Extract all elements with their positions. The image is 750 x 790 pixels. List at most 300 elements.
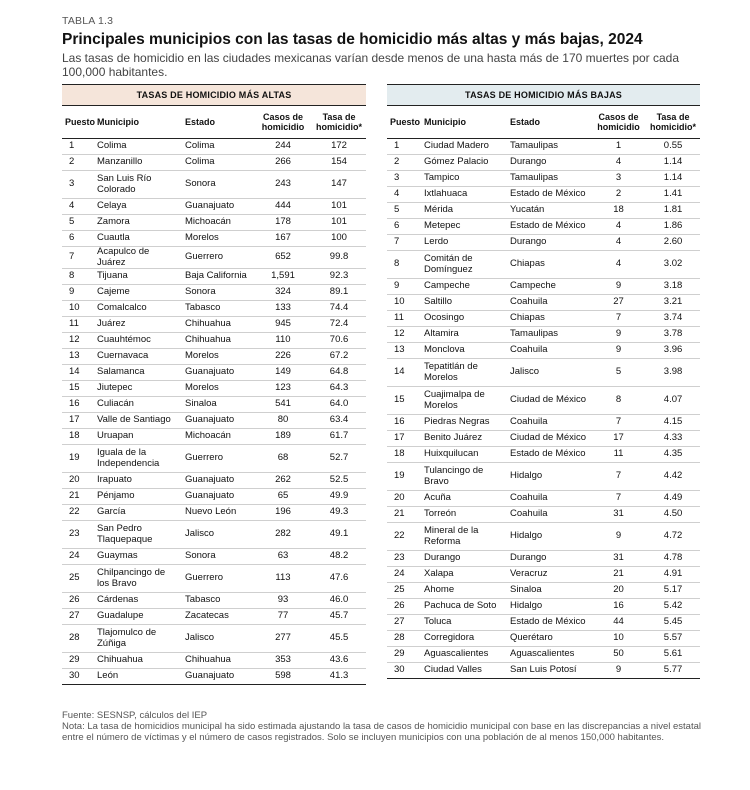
cell-estado: Hidalgo <box>507 463 591 491</box>
cell-estado: Tamaulipas <box>507 139 591 155</box>
cell-estado: Coahuila <box>507 507 591 523</box>
cell-tasa: 45.7 <box>312 609 366 625</box>
cell-municipio: Irapuato <box>94 473 182 489</box>
cell-estado: Jalisco <box>182 521 254 549</box>
cell-tasa: 64.0 <box>312 397 366 413</box>
cell-casos: 1 <box>591 139 646 155</box>
table-row <box>62 473 366 489</box>
cell-puesto: 18 <box>62 429 94 445</box>
table-row <box>387 235 700 251</box>
cell-casos: 27 <box>591 295 646 311</box>
cell-municipio: Zamora <box>94 215 182 231</box>
cell-municipio: Iguala de la Independencia <box>94 445 182 473</box>
cell-casos: 65 <box>254 489 312 505</box>
col-puesto: Puesto <box>62 106 94 139</box>
cell-estado: Zacatecas <box>182 609 254 625</box>
cell-puesto: 5 <box>387 203 421 219</box>
table-row <box>387 631 700 647</box>
cell-estado: Colima <box>182 155 254 171</box>
cell-municipio: Altamira <box>421 327 507 343</box>
cell-estado: Coahuila <box>507 343 591 359</box>
table-row <box>387 251 700 279</box>
cell-estado: Tabasco <box>182 301 254 317</box>
table-row <box>387 343 700 359</box>
cell-estado: Guanajuato <box>182 199 254 215</box>
footnotes <box>62 710 702 743</box>
cell-puesto: 28 <box>62 625 94 653</box>
cell-casos: 167 <box>254 231 312 247</box>
cell-casos: 4 <box>591 235 646 251</box>
table-row <box>62 247 366 269</box>
cell-tasa: 4.35 <box>646 447 700 463</box>
table-row <box>387 359 700 387</box>
col-municipio: Municipio <box>421 106 507 139</box>
cell-puesto: 29 <box>62 653 94 669</box>
table-row <box>62 317 366 333</box>
table-row <box>387 387 700 415</box>
highest-table-heading: TASAS DE HOMICIDIO MÁS ALTAS <box>62 85 366 106</box>
cell-municipio: Cuernavaca <box>94 349 182 365</box>
table-row <box>387 219 700 235</box>
cell-tasa: 64.3 <box>312 381 366 397</box>
cell-casos: 7 <box>591 491 646 507</box>
cell-puesto: 8 <box>62 269 94 285</box>
cell-puesto: 22 <box>62 505 94 521</box>
cell-tasa: 49.1 <box>312 521 366 549</box>
cell-casos: 123 <box>254 381 312 397</box>
cell-casos: 50 <box>591 647 646 663</box>
cell-puesto: 30 <box>62 669 94 685</box>
cell-estado: San Luis Potosí <box>507 663 591 679</box>
cell-estado: Guerrero <box>182 445 254 473</box>
cell-tasa: 4.07 <box>646 387 700 415</box>
cell-estado: Coahuila <box>507 415 591 431</box>
cell-municipio: Saltillo <box>421 295 507 311</box>
cell-casos: 244 <box>254 139 312 155</box>
cell-casos: 93 <box>254 593 312 609</box>
cell-tasa: 61.7 <box>312 429 366 445</box>
table-row <box>387 507 700 523</box>
table-row <box>387 551 700 567</box>
cell-tasa: 1.14 <box>646 171 700 187</box>
table-row <box>62 593 366 609</box>
cell-tasa: 4.49 <box>646 491 700 507</box>
table-row <box>62 625 366 653</box>
cell-casos: 7 <box>591 311 646 327</box>
cell-municipio: Pachuca de Soto <box>421 599 507 615</box>
cell-municipio: Benito Juárez <box>421 431 507 447</box>
cell-tasa: 3.98 <box>646 359 700 387</box>
cell-casos: 2 <box>591 187 646 203</box>
cell-tasa: 45.5 <box>312 625 366 653</box>
cell-puesto: 8 <box>387 251 421 279</box>
cell-estado: Estado de México <box>507 219 591 235</box>
cell-tasa: 100 <box>312 231 366 247</box>
cell-puesto: 6 <box>387 219 421 235</box>
table-row <box>62 231 366 247</box>
cell-puesto: 9 <box>387 279 421 295</box>
cell-tasa: 4.72 <box>646 523 700 551</box>
cell-tasa: 52.7 <box>312 445 366 473</box>
cell-estado: Guerrero <box>182 565 254 593</box>
cell-municipio: Chilpancingo de los Bravo <box>94 565 182 593</box>
cell-estado: Veracruz <box>507 567 591 583</box>
table-row <box>62 669 366 685</box>
table-row <box>62 445 366 473</box>
cell-casos: 444 <box>254 199 312 215</box>
cell-municipio: Cárdenas <box>94 593 182 609</box>
cell-tasa: 48.2 <box>312 549 366 565</box>
cell-estado: Querétaro <box>507 631 591 647</box>
table-row <box>62 333 366 349</box>
lowest-table-heading: TASAS DE HOMICIDIO MÁS BAJAS <box>387 85 700 106</box>
table-row <box>62 653 366 669</box>
cell-casos: 77 <box>254 609 312 625</box>
cell-estado: Michoacán <box>182 215 254 231</box>
cell-puesto: 13 <box>387 343 421 359</box>
cell-estado: Guanajuato <box>182 413 254 429</box>
cell-casos: 133 <box>254 301 312 317</box>
cell-tasa: 3.18 <box>646 279 700 295</box>
cell-puesto: 21 <box>387 507 421 523</box>
cell-casos: 598 <box>254 669 312 685</box>
cell-municipio: León <box>94 669 182 685</box>
cell-tasa: 172 <box>312 139 366 155</box>
cell-puesto: 1 <box>62 139 94 155</box>
cell-estado: Morelos <box>182 381 254 397</box>
cell-tasa: 3.02 <box>646 251 700 279</box>
cell-municipio: Metepec <box>421 219 507 235</box>
cell-municipio: Tepatitlán de Morelos <box>421 359 507 387</box>
cell-casos: 652 <box>254 247 312 269</box>
table-row <box>387 583 700 599</box>
cell-puesto: 18 <box>387 447 421 463</box>
cell-municipio: Ciudad Valles <box>421 663 507 679</box>
cell-municipio: Gómez Palacio <box>421 155 507 171</box>
cell-estado: Chihuahua <box>182 653 254 669</box>
cell-tasa: 1.81 <box>646 203 700 219</box>
cell-estado: Tabasco <box>182 593 254 609</box>
cell-casos: 9 <box>591 327 646 343</box>
cell-tasa: 64.8 <box>312 365 366 381</box>
cell-tasa: 147 <box>312 171 366 199</box>
cell-municipio: Ixtlahuaca <box>421 187 507 203</box>
cell-puesto: 15 <box>62 381 94 397</box>
cell-estado: Hidalgo <box>507 523 591 551</box>
cell-tasa: 4.91 <box>646 567 700 583</box>
cell-casos: 226 <box>254 349 312 365</box>
cell-estado: Estado de México <box>507 447 591 463</box>
cell-puesto: 10 <box>387 295 421 311</box>
cell-puesto: 6 <box>62 231 94 247</box>
cell-tasa: 72.4 <box>312 317 366 333</box>
table-row <box>62 301 366 317</box>
cell-municipio: Mérida <box>421 203 507 219</box>
table-row <box>62 565 366 593</box>
table-row <box>62 549 366 565</box>
table-row <box>62 199 366 215</box>
cell-tasa: 43.6 <box>312 653 366 669</box>
cell-puesto: 16 <box>62 397 94 413</box>
table-row <box>387 415 700 431</box>
cell-municipio: Manzanillo <box>94 155 182 171</box>
table-row <box>62 139 366 155</box>
cell-municipio: Acapulco de Juárez <box>94 247 182 269</box>
table-row <box>387 155 700 171</box>
cell-puesto: 19 <box>387 463 421 491</box>
cell-municipio: Campeche <box>421 279 507 295</box>
cell-casos: 7 <box>591 463 646 491</box>
table-row <box>387 187 700 203</box>
table-row <box>62 349 366 365</box>
cell-puesto: 28 <box>387 631 421 647</box>
cell-tasa: 1.41 <box>646 187 700 203</box>
cell-municipio: Aguascalientes <box>421 647 507 663</box>
cell-tasa: 1.14 <box>646 155 700 171</box>
table-row <box>387 447 700 463</box>
cell-estado: Ciudad de México <box>507 431 591 447</box>
table-row <box>62 285 366 301</box>
cell-tasa: 154 <box>312 155 366 171</box>
table-row <box>387 599 700 615</box>
cell-casos: 8 <box>591 387 646 415</box>
cell-tasa: 46.0 <box>312 593 366 609</box>
cell-municipio: Tulancingo de Bravo <box>421 463 507 491</box>
cell-puesto: 17 <box>387 431 421 447</box>
highest-table-body <box>62 139 366 685</box>
cell-estado: Colima <box>182 139 254 155</box>
cell-estado: Michoacán <box>182 429 254 445</box>
cell-puesto: 14 <box>387 359 421 387</box>
cell-puesto: 22 <box>387 523 421 551</box>
cell-casos: 1,591 <box>254 269 312 285</box>
cell-estado: Sonora <box>182 285 254 301</box>
table-row <box>62 215 366 231</box>
cell-estado: Guanajuato <box>182 473 254 489</box>
cell-tasa: 3.96 <box>646 343 700 359</box>
cell-estado: Estado de México <box>507 187 591 203</box>
cell-estado: Guanajuato <box>182 669 254 685</box>
cell-estado: Tamaulipas <box>507 171 591 187</box>
table-row <box>387 311 700 327</box>
cell-casos: 178 <box>254 215 312 231</box>
cell-estado: Campeche <box>507 279 591 295</box>
cell-casos: 4 <box>591 155 646 171</box>
cell-municipio: Comitán de Domínguez <box>421 251 507 279</box>
cell-casos: 4 <box>591 251 646 279</box>
table-row <box>387 491 700 507</box>
cell-estado: Chiapas <box>507 311 591 327</box>
cell-casos: 262 <box>254 473 312 489</box>
cell-casos: 4 <box>591 219 646 235</box>
table-row <box>387 523 700 551</box>
cell-casos: 17 <box>591 431 646 447</box>
cell-municipio: Monclova <box>421 343 507 359</box>
cell-casos: 5 <box>591 359 646 387</box>
cell-casos: 266 <box>254 155 312 171</box>
cell-tasa: 4.33 <box>646 431 700 447</box>
table-row <box>387 647 700 663</box>
cell-estado: Durango <box>507 551 591 567</box>
cell-estado: Morelos <box>182 231 254 247</box>
cell-casos: 3 <box>591 171 646 187</box>
cell-estado: Durango <box>507 155 591 171</box>
cell-puesto: 1 <box>387 139 421 155</box>
table-row <box>62 381 366 397</box>
cell-puesto: 4 <box>387 187 421 203</box>
cell-estado: Chihuahua <box>182 333 254 349</box>
cell-puesto: 19 <box>62 445 94 473</box>
cell-municipio: Torreón <box>421 507 507 523</box>
cell-puesto: 27 <box>62 609 94 625</box>
cell-puesto: 16 <box>387 415 421 431</box>
cell-estado: Hidalgo <box>507 599 591 615</box>
cell-municipio: Cuajimalpa de Morelos <box>421 387 507 415</box>
cell-puesto: 12 <box>387 327 421 343</box>
page-title: Principales municipios con las tasas de homicidio más altas y más bajas, 2024 <box>62 31 643 48</box>
cell-puesto: 14 <box>62 365 94 381</box>
cell-casos: 277 <box>254 625 312 653</box>
cell-municipio: Ahome <box>421 583 507 599</box>
cell-estado: Baja California <box>182 269 254 285</box>
cell-puesto: 7 <box>387 235 421 251</box>
cell-estado: Jalisco <box>507 359 591 387</box>
cell-tasa: 5.17 <box>646 583 700 599</box>
table-row <box>387 295 700 311</box>
cell-municipio: Corregidora <box>421 631 507 647</box>
cell-municipio: Juárez <box>94 317 182 333</box>
table-row <box>62 365 366 381</box>
col-tasa: Tasa de homicidio* <box>646 106 700 139</box>
cell-puesto: 11 <box>387 311 421 327</box>
cell-puesto: 17 <box>62 413 94 429</box>
cell-estado: Ciudad de México <box>507 387 591 415</box>
cell-puesto: 5 <box>62 215 94 231</box>
cell-estado: Tamaulipas <box>507 327 591 343</box>
cell-tasa: 74.4 <box>312 301 366 317</box>
cell-casos: 9 <box>591 523 646 551</box>
cell-casos: 16 <box>591 599 646 615</box>
cell-puesto: 3 <box>387 171 421 187</box>
cell-tasa: 49.3 <box>312 505 366 521</box>
cell-municipio: Ciudad Madero <box>421 139 507 155</box>
cell-municipio: Tampico <box>421 171 507 187</box>
cell-municipio: Durango <box>421 551 507 567</box>
cell-puesto: 9 <box>62 285 94 301</box>
cell-municipio: Lerdo <box>421 235 507 251</box>
cell-casos: 80 <box>254 413 312 429</box>
cell-casos: 11 <box>591 447 646 463</box>
cell-municipio: Mineral de la Reforma <box>421 523 507 551</box>
cell-tasa: 4.50 <box>646 507 700 523</box>
cell-puesto: 2 <box>62 155 94 171</box>
cell-casos: 10 <box>591 631 646 647</box>
col-estado: Estado <box>182 106 254 139</box>
cell-casos: 282 <box>254 521 312 549</box>
cell-estado: Coahuila <box>507 491 591 507</box>
cell-puesto: 21 <box>62 489 94 505</box>
cell-puesto: 29 <box>387 647 421 663</box>
cell-municipio: Culiacán <box>94 397 182 413</box>
col-estado: Estado <box>507 106 591 139</box>
table-row <box>387 567 700 583</box>
cell-casos: 63 <box>254 549 312 565</box>
cell-municipio: Comalcalco <box>94 301 182 317</box>
cell-casos: 9 <box>591 343 646 359</box>
cell-tasa: 2.60 <box>646 235 700 251</box>
table-row <box>62 505 366 521</box>
cell-casos: 9 <box>591 663 646 679</box>
cell-puesto: 12 <box>62 333 94 349</box>
table-row <box>387 431 700 447</box>
cell-tasa: 70.6 <box>312 333 366 349</box>
cell-tasa: 4.15 <box>646 415 700 431</box>
cell-tasa: 3.74 <box>646 311 700 327</box>
cell-tasa: 0.55 <box>646 139 700 155</box>
cell-estado: Chihuahua <box>182 317 254 333</box>
cell-municipio: Jiutepec <box>94 381 182 397</box>
cell-estado: Yucatán <box>507 203 591 219</box>
cell-casos: 196 <box>254 505 312 521</box>
cell-tasa: 3.21 <box>646 295 700 311</box>
cell-estado: Sonora <box>182 549 254 565</box>
cell-tasa: 5.57 <box>646 631 700 647</box>
cell-puesto: 2 <box>387 155 421 171</box>
cell-tasa: 3.78 <box>646 327 700 343</box>
cell-tasa: 5.45 <box>646 615 700 631</box>
cell-tasa: 101 <box>312 215 366 231</box>
cell-casos: 44 <box>591 615 646 631</box>
cell-puesto: 23 <box>62 521 94 549</box>
table-row <box>62 609 366 625</box>
table-row <box>387 139 700 155</box>
cell-tasa: 49.9 <box>312 489 366 505</box>
cell-tasa: 1.86 <box>646 219 700 235</box>
cell-puesto: 27 <box>387 615 421 631</box>
cell-estado: Coahuila <box>507 295 591 311</box>
cell-estado: Morelos <box>182 349 254 365</box>
cell-tasa: 89.1 <box>312 285 366 301</box>
table-row <box>387 327 700 343</box>
cell-tasa: 52.5 <box>312 473 366 489</box>
cell-puesto: 25 <box>387 583 421 599</box>
cell-tasa: 5.61 <box>646 647 700 663</box>
highest-rates-table <box>62 84 366 685</box>
cell-estado: Jalisco <box>182 625 254 653</box>
cell-municipio: Pénjamo <box>94 489 182 505</box>
table-row <box>387 615 700 631</box>
cell-casos: 113 <box>254 565 312 593</box>
table-row <box>62 397 366 413</box>
cell-estado: Guanajuato <box>182 365 254 381</box>
table-row <box>387 279 700 295</box>
cell-estado: Aguascalientes <box>507 647 591 663</box>
cell-casos: 541 <box>254 397 312 413</box>
cell-casos: 9 <box>591 279 646 295</box>
cell-tasa: 5.42 <box>646 599 700 615</box>
cell-puesto: 4 <box>62 199 94 215</box>
cell-tasa: 4.42 <box>646 463 700 491</box>
cell-estado: Guanajuato <box>182 489 254 505</box>
cell-casos: 20 <box>591 583 646 599</box>
source-note: Fuente: SESNSP, cálculos del IEP <box>62 710 208 721</box>
cell-municipio: Guadalupe <box>94 609 182 625</box>
cell-puesto: 24 <box>62 549 94 565</box>
cell-casos: 18 <box>591 203 646 219</box>
cell-municipio: Piedras Negras <box>421 415 507 431</box>
cell-municipio: Tlajomulco de Zúñiga <box>94 625 182 653</box>
cell-municipio: Tijuana <box>94 269 182 285</box>
